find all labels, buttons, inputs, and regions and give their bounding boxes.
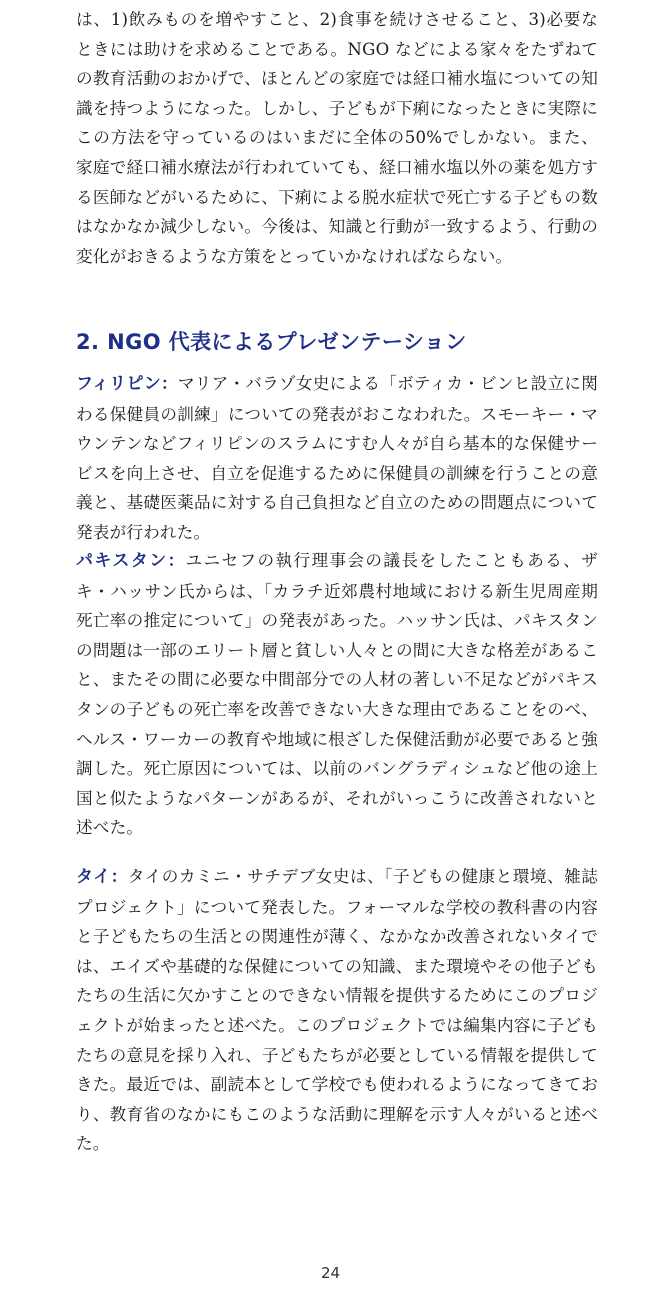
section-heading: 2. NGO 代表によるプレゼンテーション: [76, 330, 467, 354]
section-paragraph: [76, 546, 598, 843]
section-paragraph: [76, 862, 598, 1159]
section-text: マリア・バラゾ女史による「ボティカ・ビンヒ設立に関わる保健員の訓練」についての発表がおこなわれた。スモーキー・マウンテンなどフィリピンのスラムにすむ人々が自ら基本的な保健サービスを向上させ、自立を促進するために保健員の訓練を行うことの意義と、基礎医薬品に対する自己負担など自立のための問題点について発表が行われた。: [76, 374, 599, 542]
section-philippines: [76, 369, 598, 548]
country-label: タイ: [76, 867, 111, 887]
label-separator: ：: [160, 373, 178, 393]
section-text: ユニセフの執行理事会の議長をしたこともある、ザキ・ハッサン氏からは、「カラチ近郊農村地域における新生児周産期死亡率の推定について」の発表があった。ハッサン氏は、パキスタンの問題は一部のエリート層と貧しい人々との間に大きな格差があること、またその間に必要な中間部分での人材の著しい不足などがパキスタンの子どもの死亡率を改善できない大きな理由であることをのべ、ヘルス・ワーカーの教育や地域に根ざした保健活動が必要であると強調した。死亡原因については、以前のバングラディシュなど他の途上国と似たようなパターンがあるが、それがいっこうに改善されないと述べた。: [76, 551, 598, 838]
label-separator: ：: [110, 866, 128, 886]
section-pakistan: [76, 546, 598, 843]
country-label: パキスタン: [76, 551, 168, 571]
section-thailand: [76, 862, 598, 1159]
intro-paragraph: は、1)飲みものを増やすこと、2)食事を続けさせること、3)必要なときには助けを求めることである。NGO などによる家々をたずねての教育活動のおかげで、ほとんどの家庭では経口補水塩についての知識を持つようになった。しかし、子どもが下痢になったときに実際にこの方法を守っているのはいまだに全体の50%でしかない。また、家庭で経口補水療法が行われていても、経口補水塩以外の薬を処方する医師などがいるために、下痢による脱水症状で死亡する子どもの数はなかなか減少しない。今後は、知識と行動が一致するよう、行動の変化がおきるような方策をとっていかなければならない。: [76, 10, 598, 266]
label-separator: ：: [167, 550, 186, 570]
section-paragraph: [76, 369, 598, 548]
section-text: タイのカミニ・サチデブ女史は、「子どもの健康と環境、雑誌プロジェクト」について発表した。フォーマルな学校の教科書の内容と子どもたちの生活との関連性が薄く、なかなか改善されないタイでは、エイズや基礎的な保健についての知識、また環境やその他子どもたちの生活に欠かすことのできない情報を提供するためにこのプロジェクトが始まったと述べた。このプロジェクトでは編集内容に子どもたちの意見を採り入れ、子どもたちが必要としている情報を提供してきた。最近では、副読本として学校でも使われるようになってきており、教育省のなかにもこのような活動に理解を示す人々がいると述べた。: [76, 867, 599, 1154]
country-label: フィリピン: [76, 374, 161, 394]
page-number: 24: [320, 1264, 341, 1282]
